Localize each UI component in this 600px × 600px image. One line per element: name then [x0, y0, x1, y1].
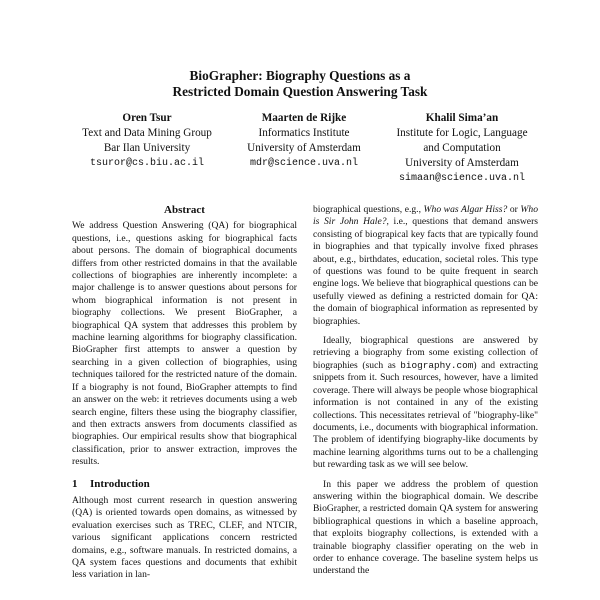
abstract-heading: Abstract [164, 204, 205, 216]
section-number: 1 [72, 477, 78, 490]
author-email: mdr@science.uva.nl [249, 158, 359, 169]
author-affiliation: University of Amsterdam [405, 157, 519, 169]
right-paragraph-3: In this paper we address the problem of question answering within the biographical domain. We describe BioGrapher, a restricted domain QA system for answering bibliographical questions in which a baseline approach, that exploits biography collections, is extended with a trainable biography classifier operating on the web in order to enhance coverage. The baseline system helps us understand the [313, 478, 538, 577]
title-line-2: Restricted Domain Question Answering Task [172, 84, 428, 99]
right-paragraph-2 [313, 335, 538, 471]
text-run: ) and extracting snippets from it. Such resources, however, have a limited coverage. There will always be people whose biographical information is not contained in any of the existing collections. This necessitates retrieval of "biography-like" documents, i.e., documents with biographical information. The problem of identifying biography-like documents by machine learning algorithms turns out to be a challenging but rewarding task as we will see below. [313, 359, 538, 471]
section-title: Introduction [90, 477, 150, 490]
right-column [313, 204, 538, 578]
section-heading-introduction [72, 478, 297, 490]
text-run: Ideally, biographical questions are answered by retrieving a biography from some existing collection of biographies (such as [313, 335, 538, 371]
author-email: simaan@science.uva.nl [398, 173, 526, 184]
author-name: Oren Tsur [122, 112, 172, 124]
title-line-1: BioGrapher: Biography Questions as a [189, 68, 411, 83]
intro-paragraph: Although most current research in question answering (QA) is oriented towards open domains, as witnessed by evaluation exercises such as TREC, CLEF, and NTCIR, various significant applications concern restricted domains, e.g., software manuals. In restricted domains, a QA system faces questions and documents that exhibit less variation in lan- [72, 494, 297, 581]
text-run: or [507, 204, 521, 215]
author-block [0, 111, 600, 184]
author-name: Khalil Sima’an [425, 112, 499, 124]
text-run: , i.e., questions that demand answers consisting of biograpical key facts that are typically found in biographies and that typically involve fixed phrases about, e.g., birthdates, education, societal roles. This type of questions was found to be quite frequent in search engine logs. We believe that biographical questions can be usefully viewed as defining a restricted domain for QA: the domain of biographical information as represented by biographies. [313, 216, 538, 327]
author-affiliation: Bar Ilan University [103, 142, 191, 154]
left-column [72, 204, 297, 582]
example-question: Who is Sir John Hale? [313, 204, 538, 228]
author-affiliation: Informatics Institute [258, 127, 350, 139]
abstract-text: We address Question Answering (QA) for biographical questions, i.e., questions asking for biographical facts about persons. The domain of biographical documents differs from other restricted domains in that the available collections of biographies are inherently incomplete: a major challenge is to answer questions about persons for whom biographical information is not present in biography collections. We present BioGrapher, a biographical QA system that addresses this problem by machine learning algorithms for biography classification. BioGrapher first attempts to answer a question by searching in a given collection of biographies, using techniques tailored for the restricted nature of the domain. If a biography is not found, BioGrapher attempts to find an answer on the web: it retrieves documents using a web search engine, filters these using the biography classifier, and then extracts answers from documents classified as biographies. Our empirical results show that biographical classification, prior to answer extraction, improves the results. [72, 220, 297, 468]
text-run: biographical questions, e.g., [313, 204, 424, 215]
author-email: tsuror@cs.biu.ac.il [89, 158, 205, 169]
author-3 [362, 111, 562, 186]
paragraph-gap [313, 328, 538, 335]
author-name: Maarten de Rijke [261, 112, 347, 124]
right-paragraph-1 [313, 204, 538, 328]
paragraph-gap [313, 472, 538, 479]
author-affiliation: University of Amsterdam [247, 142, 361, 154]
biography-url: biography.com [400, 359, 474, 371]
paper-title [0, 68, 600, 100]
example-question: Who was Algar Hiss? [423, 204, 508, 215]
author-affiliation: and Computation [423, 142, 501, 154]
author-affiliation: Institute for Logic, Language [396, 127, 528, 139]
author-affiliation: Text and Data Mining Group [82, 127, 212, 139]
